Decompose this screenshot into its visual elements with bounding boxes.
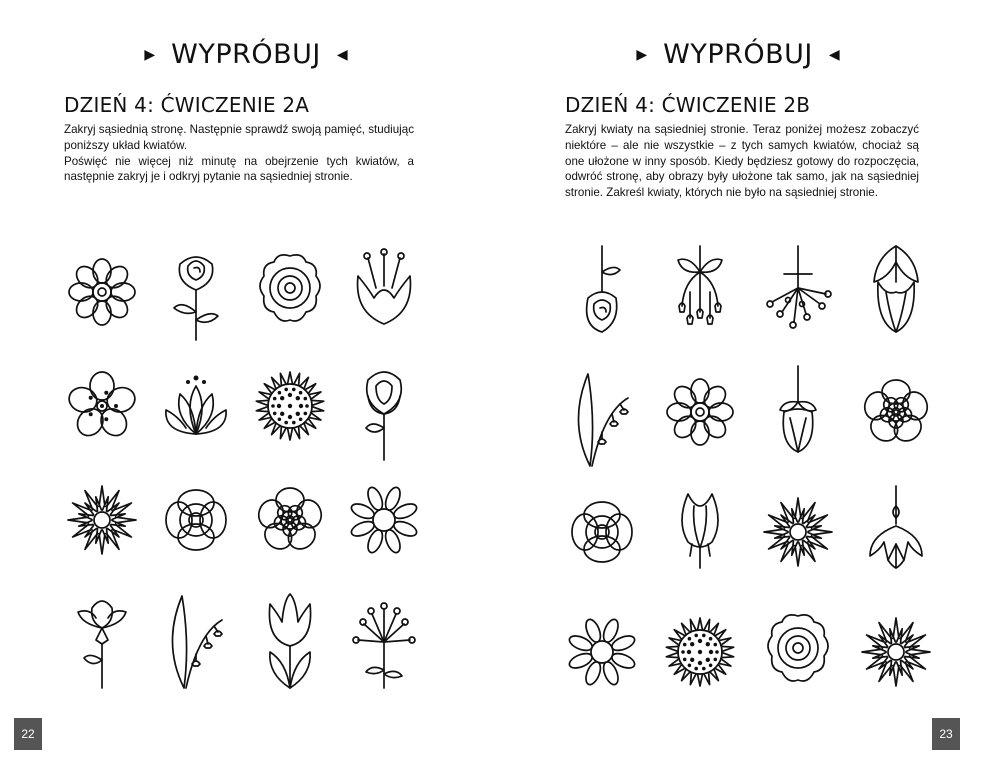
hanging-allium-icon [758, 242, 838, 352]
star-flower-icon [758, 482, 838, 592]
page-number: 23 [932, 718, 960, 750]
iris-icon [62, 584, 142, 694]
allium-icon [344, 584, 424, 694]
hanging-bell-icon [660, 482, 740, 592]
triangle-right-icon: ▶ [636, 45, 648, 62]
star-flower-icon [856, 602, 936, 712]
triangle-right-icon: ▶ [144, 45, 156, 62]
triangle-left-icon: ◀ [336, 45, 348, 62]
quatrefoil-icon [562, 482, 642, 592]
exercise-title: DZIEŃ 4: ĆWICZENIE 2B [565, 93, 811, 117]
header-title: WYPRÓBUJ [663, 38, 813, 70]
hanging-lotus-icon [856, 482, 936, 592]
plumeria-icon [62, 356, 142, 466]
peony-icon [250, 242, 330, 352]
instructions-paragraph: Zakryj sąsiednią stronę. Następnie sprawdź swoją pamięć, studiując poniższy układ kwiatów. [64, 123, 414, 152]
daisy-icon [62, 242, 142, 352]
hanging-bud-icon [758, 362, 838, 472]
instructions [64, 122, 414, 185]
lily-of-the-valley-icon [156, 584, 236, 694]
lily-of-the-valley-icon [562, 362, 642, 472]
pansy-icon [856, 362, 936, 472]
peony-icon [758, 602, 838, 712]
pansy-icon [250, 470, 330, 580]
daisy-icon [660, 362, 740, 472]
exercise-title: DZIEŃ 4: ĆWICZENIE 2A [64, 93, 310, 117]
sunflower-icon [250, 356, 330, 466]
fuchsia-icon [660, 242, 740, 352]
page-number: 22 [14, 718, 42, 750]
rose-icon [156, 242, 236, 352]
star-flower-icon [62, 470, 142, 580]
bud-icon [344, 356, 424, 466]
page-header [0, 34, 492, 74]
instructions-paragraph: Poświęć nie więcej niż minutę na obejrzenie tych kwiatów, a następnie zakryj je i odkryj pytanie na sąsiedniej stronie. [64, 154, 414, 184]
eight-petal-daisy-icon [562, 602, 642, 712]
instructions [565, 122, 919, 201]
quatrefoil-icon [156, 470, 236, 580]
page-header [492, 34, 984, 74]
hanging-rose-icon [562, 242, 642, 352]
page-right [492, 0, 984, 768]
eight-petal-daisy-icon [344, 470, 424, 580]
hanging-tulip-icon [856, 242, 936, 352]
header-title: WYPRÓBUJ [171, 38, 321, 70]
lotus-icon [156, 356, 236, 466]
tulip-icon [250, 584, 330, 694]
instructions-paragraph: Zakryj kwiaty na sąsiedniej stronie. Teraz poniżej możesz zobaczyć niektóre – ale nie wszystkie – z tych samych kwiatów, chociaż są one ułożone w inny sposób. Kiedy będziesz gotowy do rozpoczęcia, odwróć stronę, aby obrazy były ułożone tak samo, jak na sąsiedniej stronie. Zakreśl kwiaty, których nie było na sąsiedniej stronie. [565, 123, 919, 200]
triangle-left-icon: ◀ [828, 45, 840, 62]
tulip-crown-icon [344, 242, 424, 352]
sunflower-icon [660, 602, 740, 712]
